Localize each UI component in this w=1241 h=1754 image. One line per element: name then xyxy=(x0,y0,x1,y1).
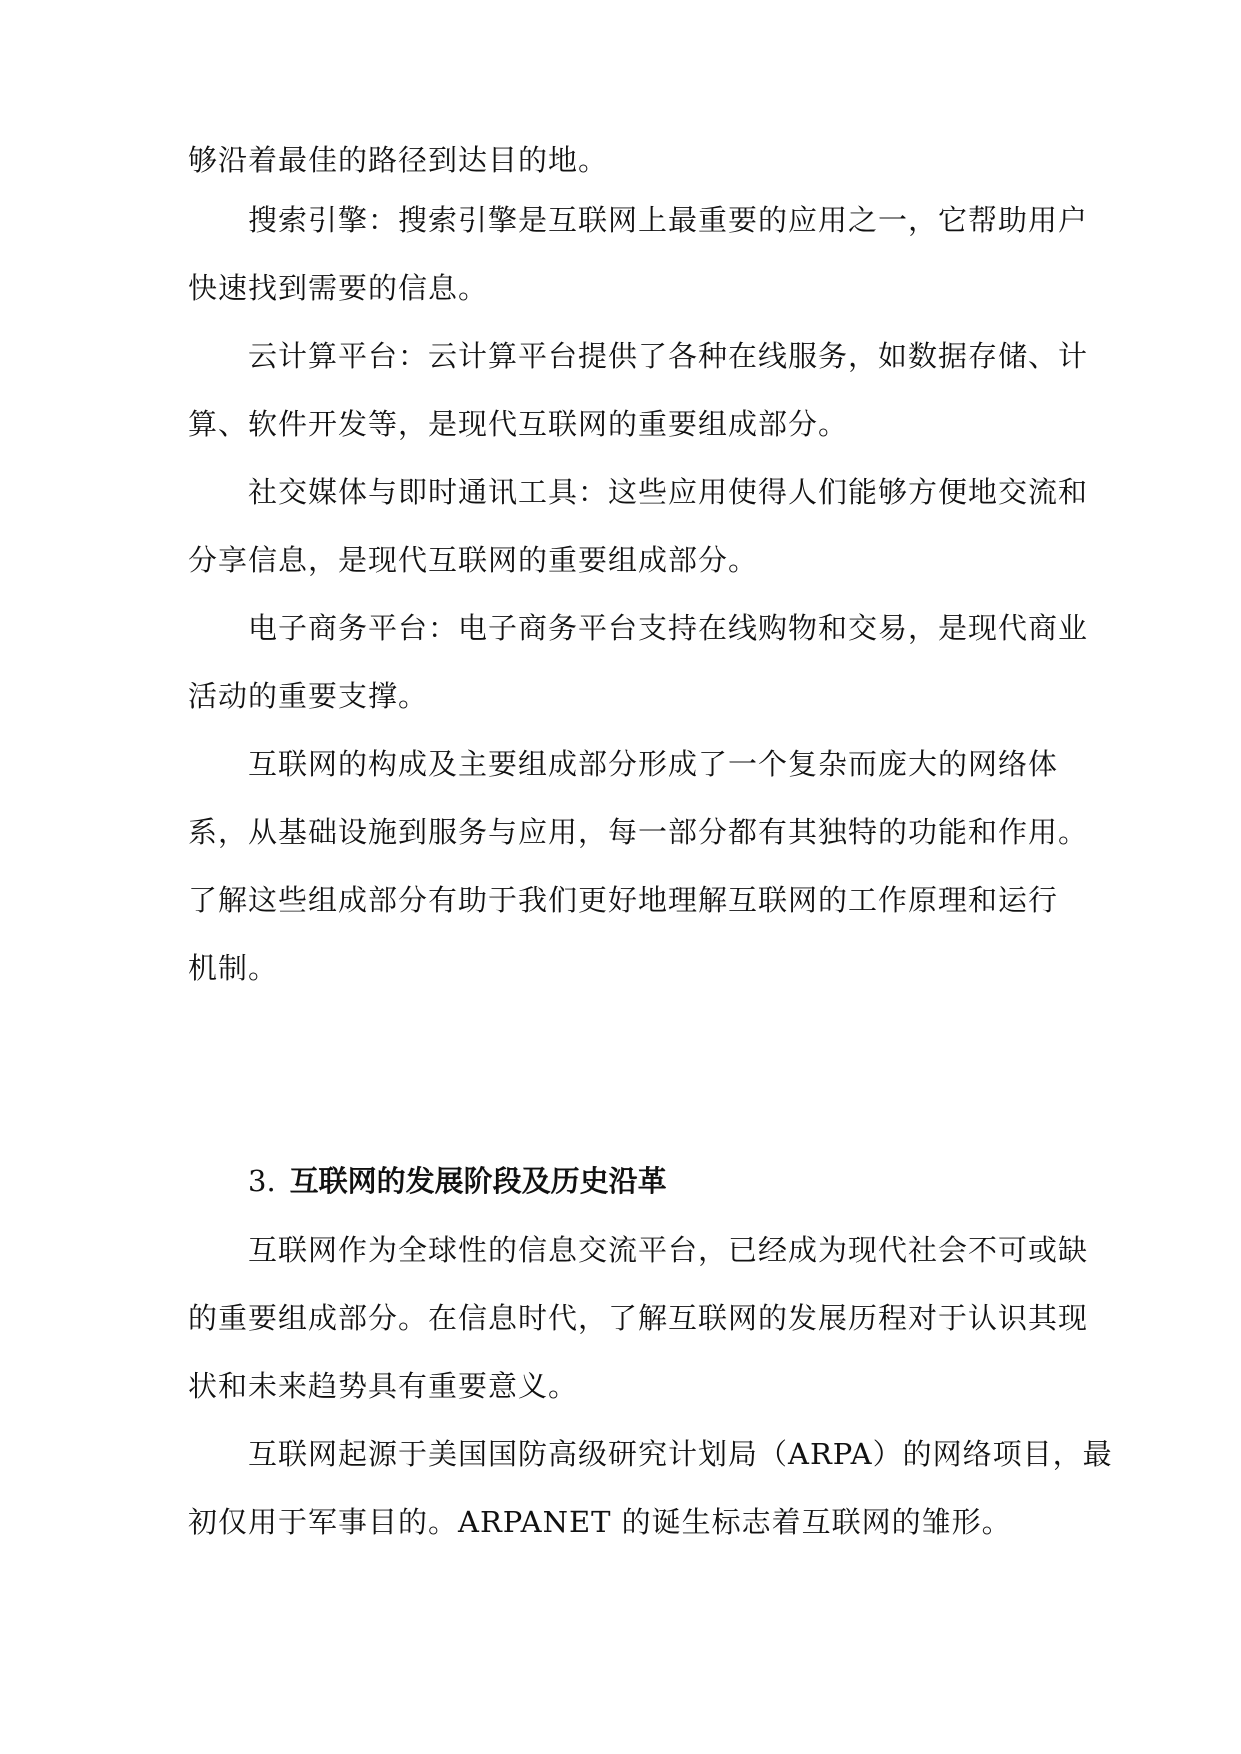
text-line: 算、软件开发等，是现代互联网的重要组成部分。 xyxy=(188,407,849,441)
text-line: 分享信息，是现代互联网的重要组成部分。 xyxy=(188,543,759,577)
text-line: 够沿着最佳的路径到达目的地。 xyxy=(188,143,609,177)
text-line: 互联网作为全球性的信息交流平台，已经成为现代社会不可或缺 xyxy=(248,1233,1089,1267)
text-line: 互联网的构成及主要组成部分形成了一个复杂而庞大的网络体 xyxy=(248,747,1059,781)
text-line: 活动的重要支撑。 xyxy=(188,679,429,713)
section-title: 互联网的发展阶段及历史沿革 xyxy=(289,1164,667,1198)
text-line: 初仅用于军事目的。ARPANET 的诞生标志着互联网的雏形。 xyxy=(188,1505,1012,1539)
text-line: 云计算平台：云计算平台提供了各种在线服务，如数据存储、计 xyxy=(248,339,1089,373)
text-line: 电子商务平台：电子商务平台支持在线购物和交易，是现代商业 xyxy=(248,611,1089,645)
text-line: 社交媒体与即时通讯工具：这些应用使得人们能够方便地交流和 xyxy=(248,475,1089,509)
text-line: 互联网起源于美国国防高级研究计划局（ARPA）的网络项目，最 xyxy=(248,1437,1113,1471)
section-number: 3. xyxy=(248,1164,276,1198)
text-line: 搜索引擎：搜索引擎是互联网上最重要的应用之一，它帮助用户 xyxy=(248,203,1089,237)
section-heading xyxy=(248,1161,667,1201)
text-line: 机制。 xyxy=(188,951,279,985)
text-line: 系，从基础设施到服务与应用，每一部分都有其独特的功能和作用。 xyxy=(188,815,1089,849)
text-line: 的重要组成部分。在信息时代，了解互联网的发展历程对于认识其现 xyxy=(188,1301,1089,1335)
text-line: 了解这些组成部分有助于我们更好地理解互联网的工作原理和运行 xyxy=(188,883,1059,917)
text-line: 快速找到需要的信息。 xyxy=(188,271,489,305)
text-line: 状和未来趋势具有重要意义。 xyxy=(188,1369,579,1403)
